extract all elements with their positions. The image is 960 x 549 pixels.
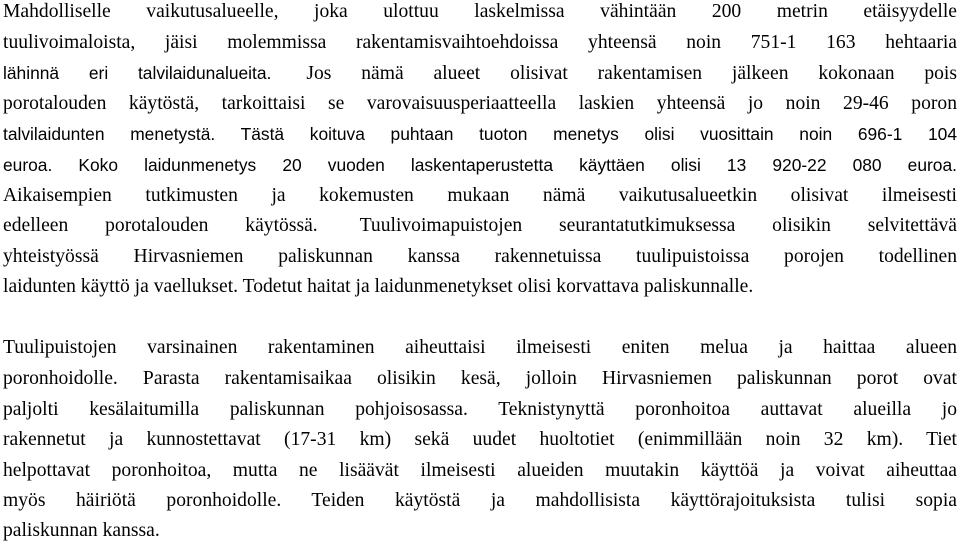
paragraph-line: myös häiriötä poronhoidolle. Teiden käytöstä ja mahdollisista käyttörajoituksista tulisi sopia	[3, 490, 957, 511]
paragraph-line: laidunten käyttö ja vaellukset. Todetut haitat ja laidunmenetykset olisi korvattava paliskunnalle.	[3, 276, 754, 297]
paragraph-line: tuulivoimaloista, jäisi molemmissa rakentamisvaihtoehdoissa yhteensä noin 751-1 163 hehtaaria	[3, 32, 957, 53]
paragraph-line: paljolti kesälaitumilla paliskunnan pohjoisosassa. Teknistynyttä poronhoitoa auttavat alueilla jo	[3, 399, 957, 420]
paragraph-line: yhteistyössä Hirvasniemen paliskunnan kanssa rakennetuissa tuulipuistoissa porojen todellinen	[3, 246, 957, 267]
paragraph-line: paliskunnan kanssa.	[3, 520, 160, 541]
paragraph-line: Aikaisempien tutkimusten ja kokemusten mukaan nämä vaikutusalueetkin olisivat ilmeisesti	[3, 185, 957, 206]
paragraph-line: euroa. Koko laidunmenetys 20 vuoden laskentaperustetta käyttäen olisi 13 920-22 080 euroa.	[3, 155, 957, 175]
paragraph-line: poronhoidolle. Parasta rakentamisaikaa olisikin kesä, jolloin Hirvasniemen paliskunnan porot ovat	[3, 368, 957, 389]
paragraph-line: Tuulipuistojen varsinainen rakentaminen aiheuttaisi ilmeisesti eniten melua ja haittaa alueen	[3, 337, 957, 358]
paragraph-line: talvilaidunten menetystä. Tästä koituva puhtaan tuoton menetys olisi vuosittain noin 696-1 104	[3, 124, 957, 144]
sentence-fragment: Jos nämä alueet olisivat rakentamisen jälkeen kokonaan pois	[306, 63, 957, 84]
sentence-fragment: Tuulivoimapuistojen seurantatutkimuksessa olisikin selvitettävä	[359, 215, 957, 236]
sentence-fragment: edelleen porotalouden käytössä.	[3, 215, 318, 236]
paragraph-line: helpottavat poronhoitoa, mutta ne lisäävät ilmeisesti alueiden muutakin käyttöä ja voivat aiheuttaa	[3, 460, 957, 481]
paragraph-line: porotalouden käytöstä, tarkoittaisi se varovaisuusperiaatteella laskien yhteensä jo noin 29-46 poron	[3, 93, 957, 114]
paragraph-line	[3, 210, 957, 242]
sentence-fragment: lähinnä eri talvilaidunalueita.	[3, 63, 272, 83]
paragraph-line: Mahdolliselle vaikutusalueelle, joka ulottuu laskelmissa vähintään 200 metrin etäisyydelle	[3, 1, 957, 22]
paragraph-line: rakennetut ja kunnostettavat (17-31 km) sekä uudet huoltotiet (enimmillään noin 32 km). Tiet	[3, 429, 957, 450]
paragraph-line	[3, 57, 957, 89]
